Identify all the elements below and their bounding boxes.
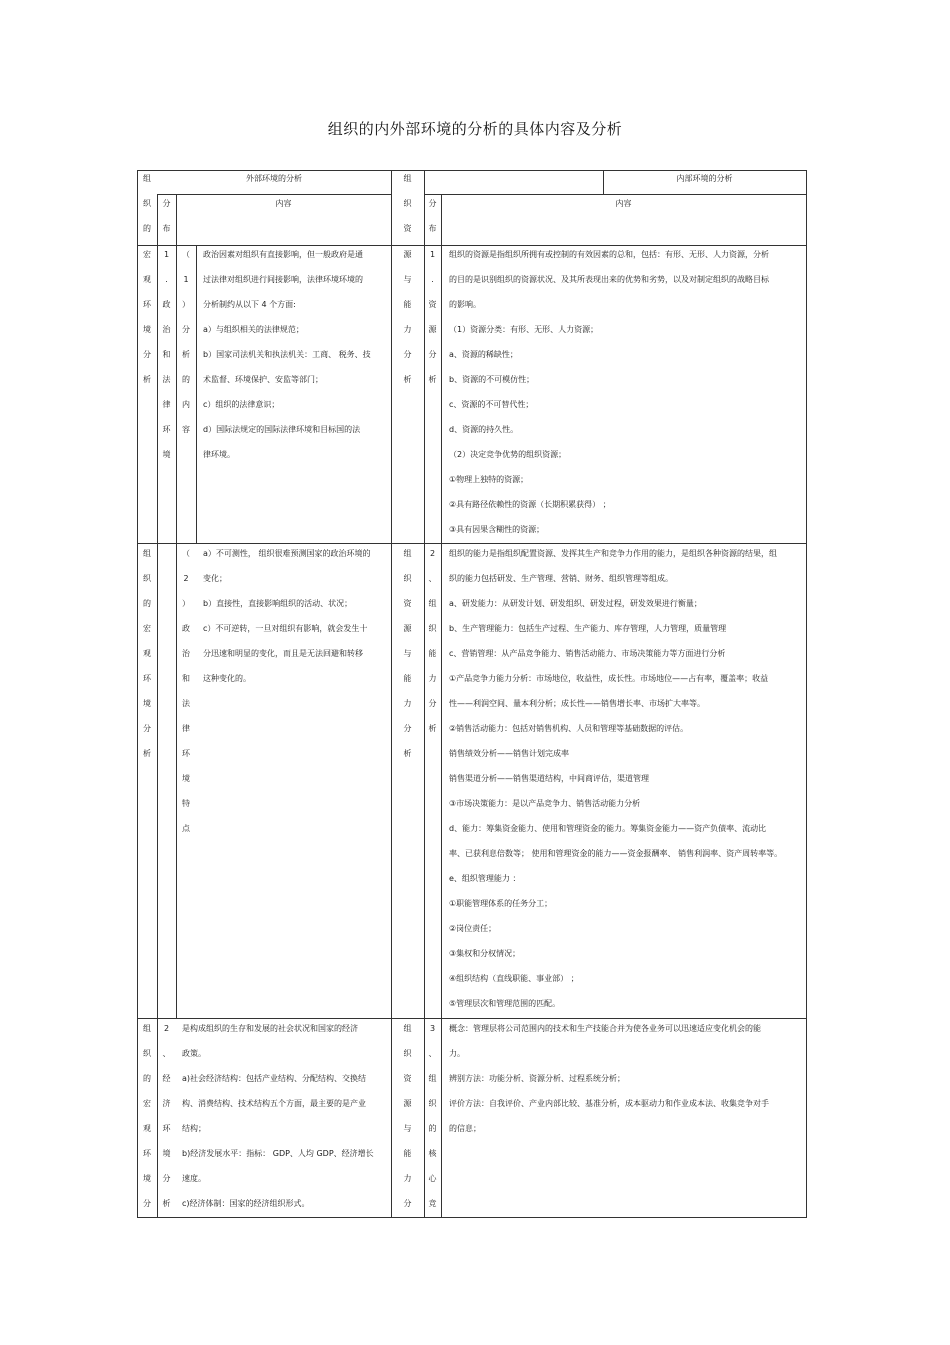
row1-left-number: 1 . 政 治 和 法 律 环 境 [162,250,171,459]
table-rule [137,1217,807,1218]
header-left-content: 内容 [275,199,292,208]
table-rule [441,194,442,1218]
row2-mid-label: 组 织 资 源 与 能 力 分 析 [403,549,412,758]
row2-left-label: 组 织 的 宏 观 环 境 分 析 [143,549,151,758]
row3-left-number: 2 、 经 济 环 境 分 析 [162,1024,171,1208]
document-title: 组织的内外部环境的分析的具体内容及分析 [327,120,623,138]
row1-left-text: 政治因素对组织有直接影响，但一般政府是通 过法律对组织进行间接影响，法律环境环境的 分析制约从以下 4 个方面: a）与组织相关的法律规范； b）国家司法机关和执法机关：工商、 税务、技 术监督、环境保护、安监等部门； c）组织的法律意识； d）国际法规定的国际法律环境和目标国的法 律环境。 [203,250,371,459]
row2-right-number: 2 、 组 织 能 力 分 析 [428,549,437,733]
row1-left-sub: （ 1 ） 分 析 的 内 容 [182,250,190,434]
row3-right-text: 概念：管理层将公司范围内的技术和生产技能合并为使各业务可以迅速适应变化机会的能 力。 辨别方法：功能分析、资源分析、过程系统分析； 评价方法：自我评价、产业内部比较、基准分析，成本驱动力和作业成本法、收集竞争对手 的信息； [449,1024,769,1133]
row2-right-text: 组织的能力是指组织配置资源、发挥其生产和竞争力作用的能力，是组织各种资源的结果，组 织的能力包括研发、生产管理、营销、财务、组织管理等组成。 a、研发能力：从研发计划、研发组织、研发过程，研发效果进行衡量； b、生产管理能力：包括生产过程、生产能力、库存管理，人力管理，质量管理 c、营销管理：从产品竞争能力、销售活动能力、市场决策能力等方面进行分析 ①产品竞争力能力分析：市场地位，收益性，成长性。市场地位——占有率，覆盖率；收益 性——利润空间、量本利分析；成长性——销售增长率、市场扩大率等。 ②销售活动能力：包括对销售机构、人员和管理等基础数据的评估。 销售绩效分析——销售计划完成率 销售渠道分析——销售渠道结构，中间商评估，渠道管理 ③市场决策能力：是以产品竞争力、销售活动能力分析 d、能力：筹集资金能力、使用和管理资金的能力。筹集资金能力——资产负债率、流动比 率、已获利息倍数等； 使用和管理资金的能力——资金报酬率、 销售利润率、资产周转率等。 e、组织管理能力 ： ①职能管理体系的任务分工； ②岗位责任； ③集权和分权情况； ④组织结构（直线职能、事业部） ； ⑤管理层次和管理范围的匹配。 [449,549,783,1008]
table-rule [196,245,197,544]
header-left-dist: 分 布 [162,199,171,233]
table-rule [157,194,391,195]
external-analysis-header: 外部环境的分析 [246,174,302,183]
row1-mid-label: 源 与 能 力 分 析 [403,250,412,384]
row1-right-text: 组织的资源是指组织所拥有或控制的有效因素的总和，包括：有形、无形、人力资源，分析 的目的是识别组织的资源状况、及其所表现出来的优势和劣势，以及对制定组织的战略目标 的影响。 （1）资源分类：有形、无形、人力资源； a、资源的稀缺性； b、资源的不可模仿性； c、资源的不可替代性； d、资源的持久性。 （2）决定竞争优势的组织资源； ①物理上独特的资源； ②具有路径依赖性的资源（长期积累获得） ； ③具有因果含糊性的资源； [449,250,769,534]
table-rule [806,170,807,1218]
table-rule [424,194,807,195]
header-mid-label: 组 织 资 [403,174,412,233]
header-right-content: 内容 [615,199,632,208]
row3-left-text: 是构成组织的生存和发展的社会状况和国家的经济 政策。 a)社会经济结构：包括产业结构、分配结构、交换结 构、消费结构、技术结构五个方面，最主要的是产业 结构； b)经济发展水平：指标： GDP、人均 GDP、经济增长 速度。 c)经济体制：国家的经济组织形式。 [182,1024,374,1208]
row3-right-number: 3 、 组 织 的 核 心 竞 [428,1024,437,1208]
row2-left-sub: （ 2 ） 政 治 和 法 律 环 境 特 点 [182,549,190,833]
row3-left-label: 组 织 的 宏 观 环 境 分 [143,1024,151,1208]
row1-right-number: 1 . 资 源 分 析 [428,250,437,384]
row2-left-text: a）不可测性， 组织很难预测国家的政治环境的 变化； b）直接性，直接影响组织的活动、状况； c）不可逆转，一旦对组织有影响，就会发生十 分迅速和明显的变化，而且是无法回避和转移 这种变化的。 [203,549,371,683]
table-rule [137,170,807,171]
header-right-dist: 分 布 [428,199,437,233]
row1-left-label: 宏 观 环 境 分 析 [143,250,151,384]
internal-analysis-header: 内部环境的分析 [676,174,733,183]
header-left-label: 组 织 的 [143,174,151,233]
row3-mid-label: 组 织 资 源 与 能 力 分 [403,1024,412,1208]
